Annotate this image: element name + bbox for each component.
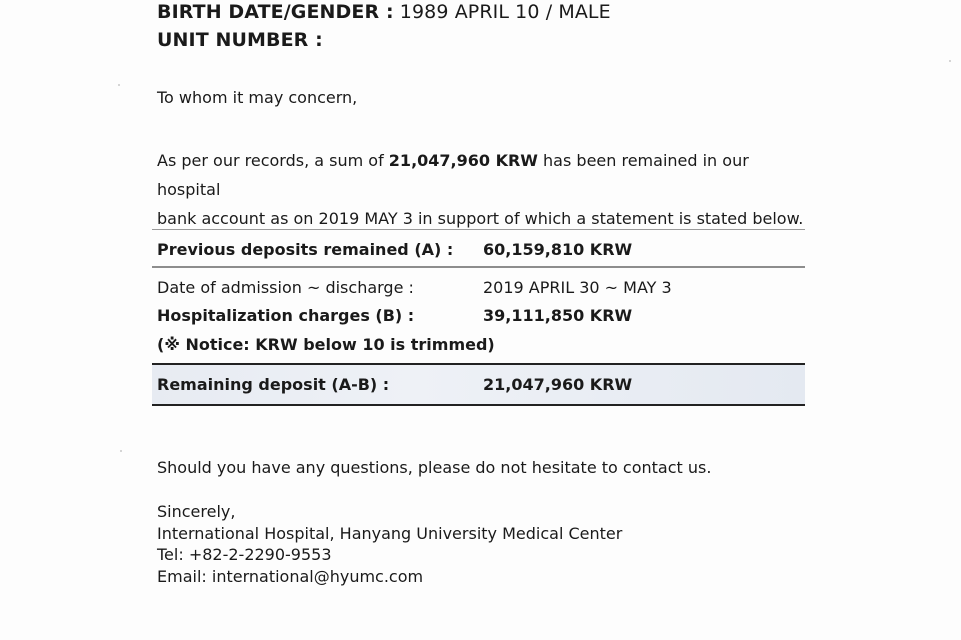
row-label: Date of admission ~ discharge :: [157, 278, 414, 297]
table-bottom-rule: [152, 404, 805, 406]
row-value: 21,047,960 KRW: [483, 375, 633, 394]
birth-gender-label: BIRTH DATE/GENDER :: [157, 1, 394, 23]
scan-speck: [949, 60, 951, 62]
table-row: [152, 329, 805, 363]
statement-table: [152, 229, 805, 406]
row-value: 39,111,850 KRW: [483, 306, 633, 325]
para-prefix: As per our records, a sum of: [157, 151, 389, 170]
birth-gender-line: [157, 0, 611, 27]
birth-gender-value: 1989 APRIL 10 / MALE: [399, 1, 611, 23]
email: Email: international@hyumc.com: [157, 566, 424, 586]
telephone: Tel: +82-2-2290-9553: [157, 545, 332, 564]
notice-label: (※ Notice: KRW below 10 is trimmed): [157, 335, 495, 354]
scan-speck: [120, 450, 122, 452]
row-value: 60,159,810 KRW: [483, 240, 633, 259]
scan-speck: [118, 84, 120, 86]
closing-question: Should you have any questions, please do not hesitate to contact us.: [157, 458, 712, 477]
para-line-2: bank account as on 2019 MAY 3 in support of which a statement is stated below.: [157, 209, 804, 228]
signature-block: [157, 501, 622, 587]
row-value: 2019 APRIL 30 ~ MAY 3: [483, 278, 672, 297]
para-mid: has been remained in our hospital: [157, 151, 749, 199]
table-total-row: [152, 365, 805, 404]
organization-name: International Hospital, Hanyang University Medical Center: [157, 523, 623, 543]
row-label: Hospitalization charges (B) :: [157, 306, 415, 325]
row-label: Previous deposits remained (A) :: [157, 240, 454, 259]
sincerely-text: Sincerely,: [157, 502, 236, 521]
unit-number-line: [157, 26, 323, 55]
para-amount: 21,047,960 KRW: [388, 151, 538, 170]
table-row: [152, 268, 805, 300]
table-row: [152, 230, 805, 266]
body-paragraph: [157, 146, 807, 233]
row-label: Remaining deposit (A-B) :: [157, 375, 390, 394]
unit-number-label: UNIT NUMBER :: [157, 29, 323, 51]
salutation: To whom it may concern,: [157, 88, 358, 107]
table-row: [152, 300, 805, 329]
